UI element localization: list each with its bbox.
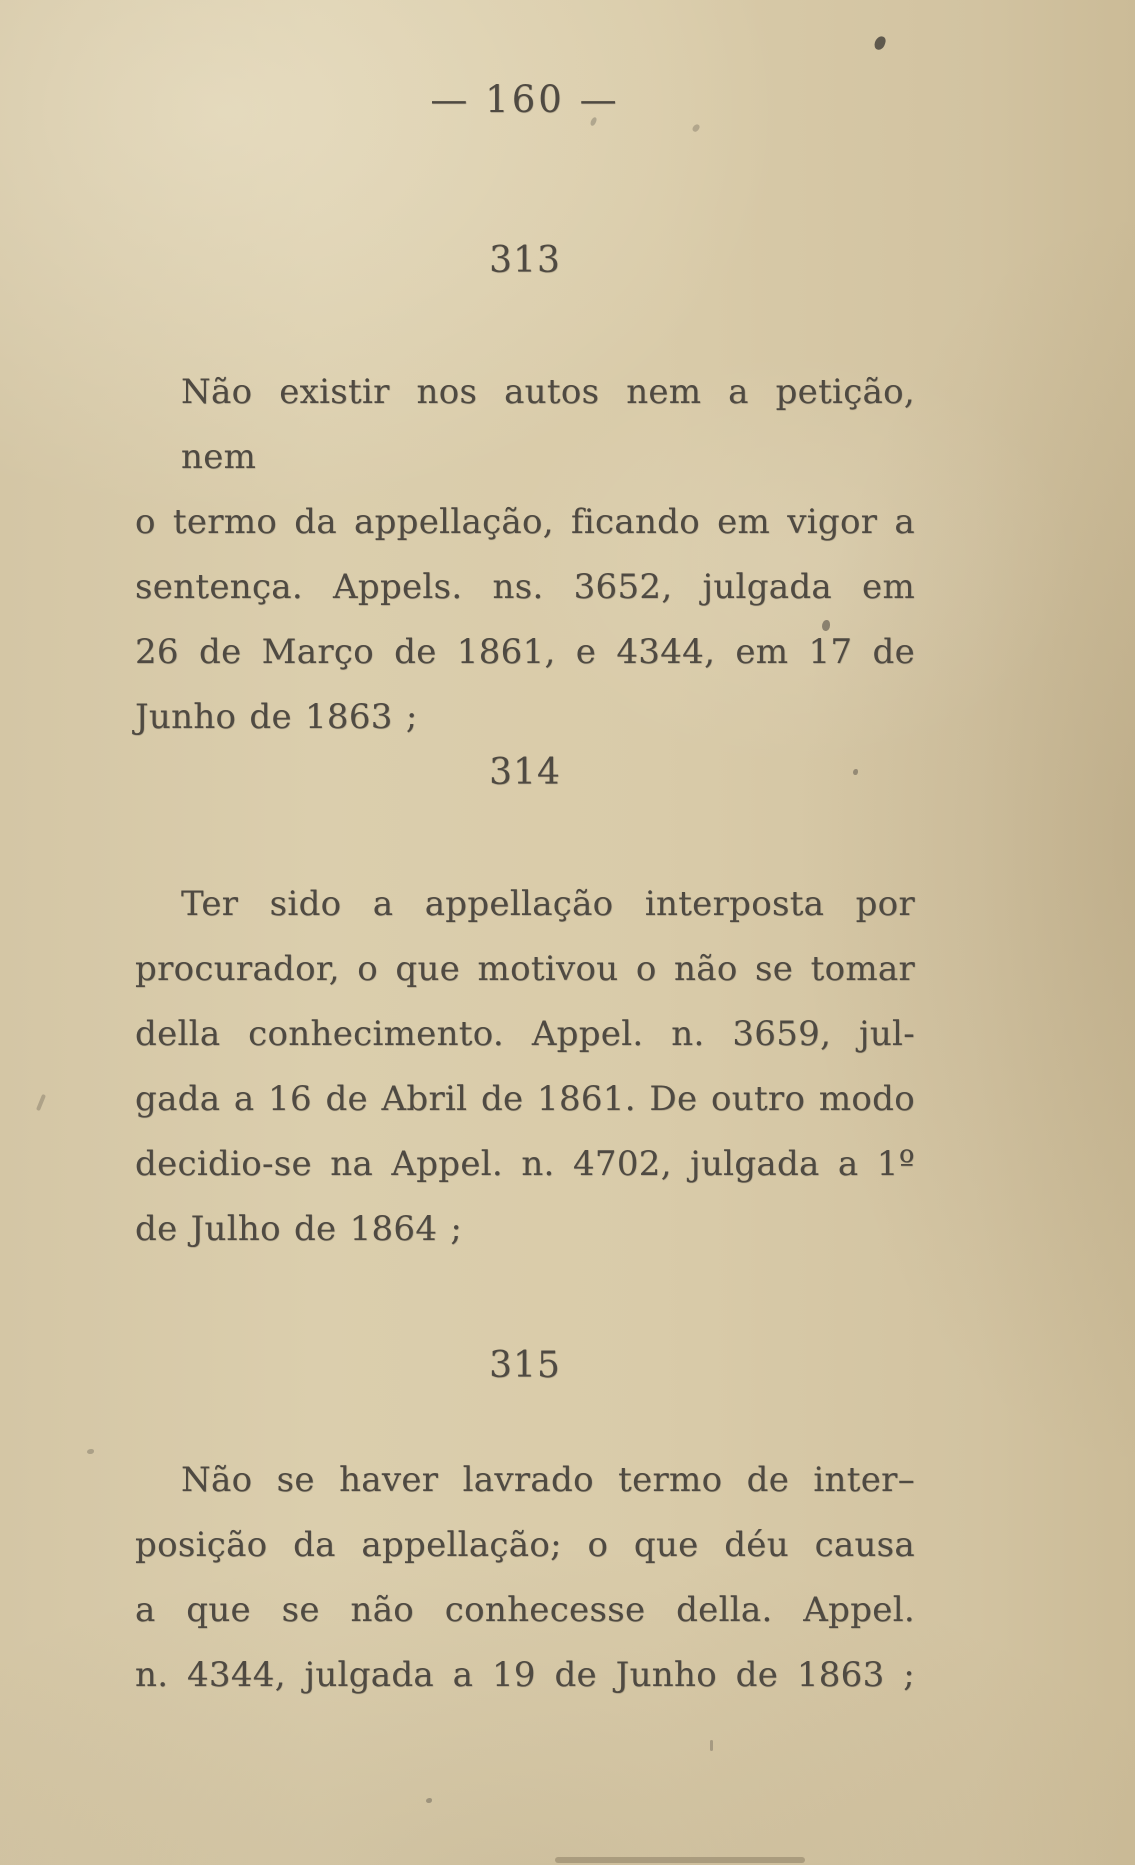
page-number: — 160 — — [430, 78, 620, 121]
ink-speck — [36, 1094, 46, 1111]
section-number-314: 314 — [489, 752, 561, 793]
scan-edge-smudge — [555, 1857, 805, 1863]
text-line: Ter sido a appellação interposta por — [181, 884, 915, 924]
text-line: gada a 16 de Abril de 1861. De outro modo — [135, 1079, 915, 1119]
ink-speck — [87, 1449, 94, 1454]
text-line: posição da appellação; o que déu causa — [135, 1525, 915, 1565]
ink-speck — [691, 123, 700, 133]
text-line: procurador, o que motivou o não se tomar — [135, 949, 915, 989]
text-line: Não existir nos autos nem a petição, nem — [181, 372, 915, 477]
text-line: o termo da appellação, ficando em vigor a — [135, 502, 915, 542]
text-line: decidio-se na Appel. n. 4702, julgada a 1º — [135, 1144, 915, 1184]
text-line: Não se haver lavrado termo de inter– — [181, 1460, 915, 1500]
text-line: a que se não conhecesse della. Appel. — [135, 1590, 915, 1630]
section-number-315: 315 — [489, 1345, 561, 1386]
text-line: Junho de 1863 ; — [135, 697, 418, 737]
paragraph-313 — [135, 360, 915, 750]
ink-speck — [710, 1740, 713, 1751]
ink-speck — [426, 1798, 432, 1803]
section-number-313: 313 — [489, 240, 561, 281]
ink-speck — [873, 35, 887, 51]
text-line: della conhecimento. Appel. n. 3659, jul- — [135, 1014, 915, 1054]
text-line: sentença. Appels. ns. 3652, julgada em — [135, 567, 915, 607]
paragraph-315 — [135, 1448, 915, 1708]
text-line: n. 4344, julgada a 19 de Junho de 1863 ; — [135, 1655, 915, 1695]
text-line: 26 de Março de 1861, e 4344, em 17 de — [135, 632, 915, 672]
text-line: de Julho de 1864 ; — [135, 1209, 463, 1249]
paragraph-314 — [135, 872, 915, 1262]
